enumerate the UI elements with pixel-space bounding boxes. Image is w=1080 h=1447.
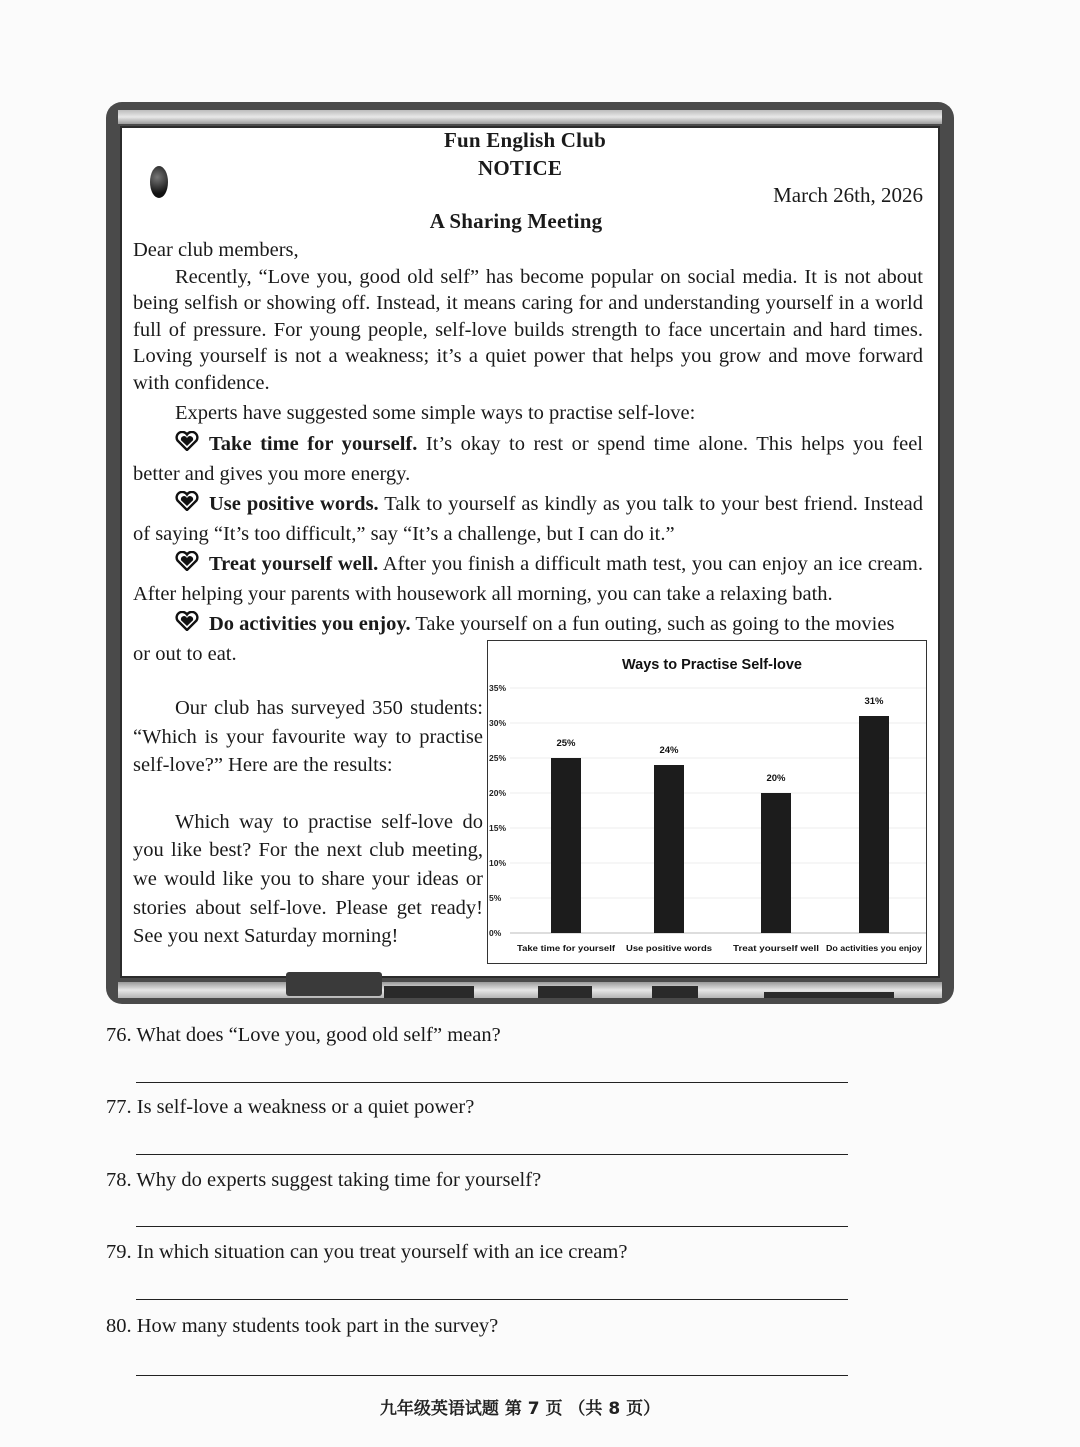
tip-item bbox=[133, 609, 923, 639]
heart-icon bbox=[175, 431, 199, 451]
question-text: In which situation can you treat yourself with an ice cream? bbox=[136, 1241, 628, 1263]
question-number: 78. bbox=[106, 1169, 132, 1191]
question-number: 76. bbox=[106, 1024, 132, 1046]
tip-continuation: or out to eat. bbox=[133, 643, 237, 666]
question-number: 77. bbox=[106, 1096, 132, 1118]
y-tick-label: 35% bbox=[489, 683, 507, 693]
heart-icon bbox=[175, 551, 199, 571]
bar-value-label: 25% bbox=[556, 738, 576, 749]
marker-icon bbox=[764, 992, 894, 998]
tip-item bbox=[133, 489, 923, 549]
bar-value-label: 31% bbox=[864, 696, 884, 707]
question-text: What does “Love you, good old self” mean? bbox=[136, 1024, 501, 1046]
x-category-label: Use positive words bbox=[626, 943, 713, 953]
x-category-label: Take time for yourself bbox=[517, 943, 616, 953]
y-tick-label: 10% bbox=[489, 858, 507, 868]
y-tick-label: 0% bbox=[489, 928, 502, 938]
tip-text: It’s okay to rest or spend time alone. This helps you feel better and gives you more energy. bbox=[133, 433, 923, 486]
question-79 bbox=[106, 1241, 627, 1264]
eraser-icon bbox=[286, 972, 382, 996]
y-tick-label: 25% bbox=[489, 753, 507, 763]
closing-paragraph: Which way to practise self-love do you like best? For the next club meeting, we would like you to share your ideas or stories about self-love. Please get ready! See you next Saturday morning! bbox=[133, 810, 483, 948]
club-name: Fun English Club bbox=[444, 128, 606, 152]
answer-line[interactable] bbox=[136, 1082, 848, 1083]
bar-chart bbox=[487, 640, 927, 964]
tip-heading: Treat yourself well. bbox=[209, 553, 379, 576]
salutation: Dear club members, bbox=[133, 239, 299, 261]
y-tick-label: 5% bbox=[489, 893, 502, 903]
y-tick-label: 20% bbox=[489, 788, 507, 798]
question-number: 79. bbox=[106, 1241, 132, 1263]
question-number: 80. bbox=[106, 1315, 132, 1337]
chart-bar bbox=[761, 793, 791, 933]
question-76 bbox=[106, 1024, 501, 1047]
tip-text: Talk to yourself as kindly as you talk to your best friend. Instead of saying “It’s too difficult,” say “It’s a challenge, but I can do it.” bbox=[133, 493, 923, 546]
tip-heading: Do activities you enjoy. bbox=[209, 613, 411, 636]
answer-line[interactable] bbox=[136, 1154, 848, 1155]
bar-value-label: 24% bbox=[659, 745, 679, 756]
survey-column bbox=[133, 694, 483, 951]
chart-title: Ways to Practise Self-love bbox=[622, 657, 802, 673]
survey-paragraph: Our club has surveyed 350 students: “Which is your favourite way to practise self-love?” Here are the results: bbox=[133, 697, 483, 777]
x-category-label: Treat yourself well bbox=[733, 943, 819, 953]
y-tick-label: 15% bbox=[489, 823, 507, 833]
tips-list bbox=[133, 429, 923, 669]
question-78 bbox=[106, 1169, 541, 1192]
tip-text: After you finish a difficult math test, you can enjoy an ice cream. After helping your parents with housework all morning, you can take a relaxing bath. bbox=[133, 553, 924, 606]
chart-bar bbox=[859, 716, 889, 933]
paragraph-experts: Experts have suggested some simple ways to practise self-love: bbox=[175, 401, 696, 424]
y-tick-label: 30% bbox=[489, 718, 507, 728]
page-footer: 九年级英语试题 第 7 页 （共 8 页） bbox=[379, 1399, 661, 1419]
paragraph-intro: Recently, “Love you, good old self” has become popular on social media. It is not about being selfish or showing off. Instead, it means caring for and understanding yourself in a world full of pressure. For young people, self-love builds strength to face uncertain and hard times. Loving yourself is not a weakness; it’s a quiet power that helps you grow and move forward with confidence. bbox=[133, 265, 923, 394]
marker-icon bbox=[538, 986, 592, 998]
tip-heading: Take time for yourself. bbox=[209, 433, 418, 456]
question-80 bbox=[106, 1315, 498, 1338]
notice-date: March 26th, 2026 bbox=[773, 183, 923, 207]
answer-line[interactable] bbox=[136, 1299, 848, 1300]
answer-line[interactable] bbox=[136, 1226, 848, 1227]
marker-icon bbox=[384, 986, 474, 998]
chart-bar bbox=[654, 765, 684, 933]
chart-canvas bbox=[488, 641, 928, 965]
heart-icon bbox=[175, 611, 199, 631]
question-text: Why do experts suggest taking time for yourself? bbox=[136, 1169, 542, 1191]
answer-line[interactable] bbox=[136, 1375, 848, 1376]
board-top-rail bbox=[118, 110, 942, 124]
tip-heading: Use positive words. bbox=[209, 493, 379, 516]
question-text: Is self-love a weakness or a quiet power? bbox=[136, 1096, 475, 1118]
question-text: How many students took part in the survey? bbox=[136, 1315, 499, 1337]
tip-text: Take yourself on a fun outing, such as going to the movies bbox=[410, 613, 895, 636]
meeting-title: A Sharing Meeting bbox=[429, 209, 603, 233]
tip-item bbox=[133, 429, 923, 489]
marker-icon bbox=[652, 986, 698, 998]
bar-value-label: 20% bbox=[766, 773, 786, 784]
chart-bar bbox=[551, 758, 581, 933]
notice-label: NOTICE bbox=[477, 156, 563, 180]
x-category-label: Do activities you enjoy bbox=[826, 943, 923, 953]
tip-item bbox=[133, 549, 923, 609]
heart-icon bbox=[175, 491, 199, 511]
question-77 bbox=[106, 1096, 474, 1119]
notice-body bbox=[133, 237, 923, 669]
